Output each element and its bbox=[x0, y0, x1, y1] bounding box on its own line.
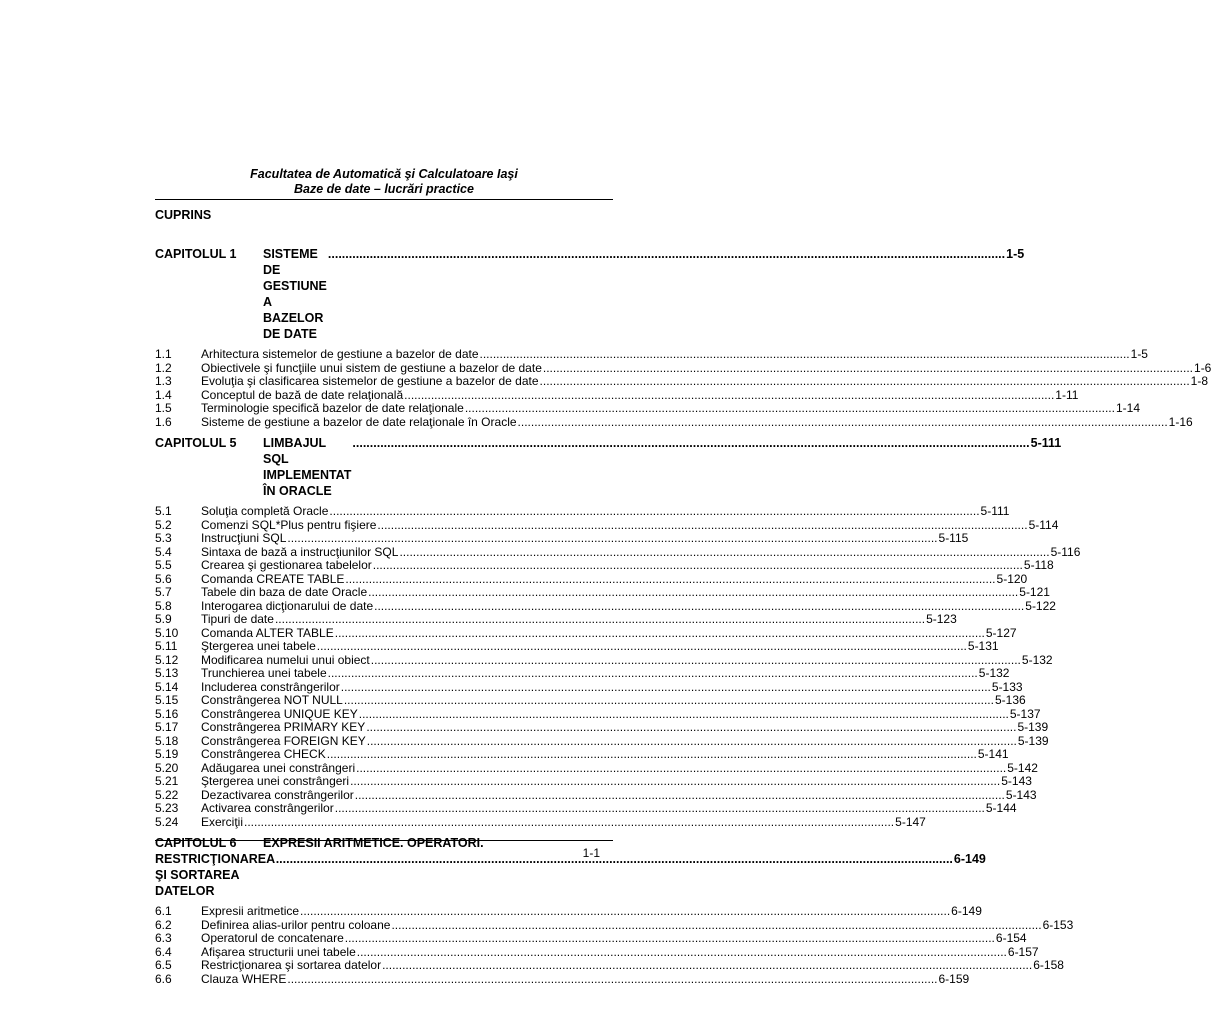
entry-title: Constrângerea CHECK bbox=[201, 747, 326, 761]
toc-entry[interactable] bbox=[155, 360, 1211, 376]
toc-entry[interactable] bbox=[155, 504, 1010, 519]
chapter-title-cont: RESTRICŢIONAREA ŞI SORTAREA DATELOR bbox=[155, 852, 275, 898]
toc-entry[interactable] bbox=[155, 544, 1081, 560]
entry-number: 5.19 bbox=[155, 747, 179, 761]
toc-entry[interactable] bbox=[155, 917, 1074, 933]
toc-entry[interactable] bbox=[155, 720, 1049, 735]
chapter-page[interactable]: 5-111 bbox=[1030, 436, 1062, 450]
header-rule bbox=[155, 199, 613, 200]
entry-title: Comanda ALTER TABLE bbox=[201, 625, 334, 640]
dot-leader bbox=[377, 519, 1027, 533]
toc-entry[interactable] bbox=[155, 571, 1028, 587]
dot-leader bbox=[359, 708, 1009, 722]
toc-entry[interactable] bbox=[155, 944, 1039, 960]
toc-chapter bbox=[155, 835, 986, 899]
entry-title: Exerciţii bbox=[201, 814, 244, 829]
entry-title: Constrângerea UNIQUE KEY bbox=[201, 706, 358, 721]
dot-leader bbox=[275, 613, 925, 627]
entry-page: 5-132 bbox=[978, 666, 1010, 680]
entry-number: 5.10 bbox=[155, 625, 179, 640]
toc-entry[interactable] bbox=[155, 679, 1023, 695]
entry-title: Restricţionarea şi sortarea datelor bbox=[201, 958, 382, 972]
toc-entry[interactable] bbox=[155, 760, 1038, 776]
dot-leader bbox=[371, 654, 1021, 668]
dot-leader bbox=[345, 573, 995, 587]
footer-rule bbox=[155, 840, 613, 841]
dot-leader bbox=[382, 959, 1032, 973]
entry-page: 1-8 bbox=[1190, 374, 1209, 388]
table-of-contents bbox=[155, 246, 1211, 992]
toc-entry[interactable] bbox=[155, 733, 1049, 749]
toc-entry[interactable] bbox=[155, 585, 1050, 600]
entry-title: Constrângerea NOT NULL bbox=[201, 693, 343, 707]
entry-title: Obiectivele şi funcţiile unui sistem de gestiune a bazelor de date bbox=[201, 360, 542, 375]
entry-title: Ştergerea unei constrângeri bbox=[201, 774, 350, 788]
toc-entry[interactable] bbox=[155, 639, 999, 654]
toc-entry[interactable] bbox=[155, 517, 1059, 533]
entry-page: 1-11 bbox=[1055, 387, 1079, 402]
dot-leader bbox=[357, 946, 1007, 960]
entry-page: 5-131 bbox=[967, 639, 999, 653]
dot-leader bbox=[368, 586, 1018, 600]
dot-leader bbox=[404, 389, 1054, 403]
entry-number: 5.12 bbox=[155, 652, 179, 667]
entry-title: Tipuri de date bbox=[201, 612, 274, 626]
entry-page: 5-144 bbox=[985, 801, 1017, 815]
dot-leader bbox=[374, 600, 1024, 614]
entry-page: 6-149 bbox=[951, 904, 982, 918]
entry-page: 5-143 bbox=[1005, 787, 1037, 802]
entry-number: 6.3 bbox=[155, 931, 172, 945]
entry-title: Constrângerea FOREIGN KEY bbox=[201, 733, 366, 748]
toc-chapter bbox=[155, 435, 1062, 499]
entry-number: 5.6 bbox=[155, 571, 172, 586]
chapter-page[interactable]: 1-5 bbox=[1006, 247, 1025, 261]
dot-leader bbox=[287, 973, 937, 987]
entry-title: Sintaxa de bază a instrucţiunilor SQL bbox=[201, 544, 399, 559]
entry-number: 5.4 bbox=[155, 544, 172, 559]
chapter-page[interactable]: 6-149 bbox=[953, 852, 986, 866]
dot-leader bbox=[300, 905, 950, 919]
dot-leader bbox=[366, 721, 1016, 735]
entry-page: 1-5 bbox=[1130, 347, 1148, 361]
entry-number: 5.2 bbox=[155, 517, 172, 532]
entry-page: 1-14 bbox=[1115, 401, 1140, 415]
toc-entry[interactable] bbox=[155, 814, 926, 830]
entry-number: 5.3 bbox=[155, 531, 172, 545]
entry-title: Conceptul de bază de date relaţională bbox=[201, 387, 404, 402]
page-header bbox=[155, 167, 613, 197]
chapter-label: CAPITOLUL 1 bbox=[155, 247, 237, 261]
dot-leader bbox=[317, 640, 967, 654]
toc-entry[interactable] bbox=[155, 693, 1026, 708]
dot-leader bbox=[352, 435, 1029, 451]
entry-page: 5-115 bbox=[938, 531, 969, 545]
dot-leader bbox=[328, 246, 1005, 262]
entry-title: Interogarea dicţionarului de date bbox=[201, 598, 374, 613]
dot-leader bbox=[345, 932, 995, 946]
toc-entry[interactable] bbox=[155, 558, 1054, 573]
entry-title: Comenzi SQL*Plus pentru fişiere bbox=[201, 517, 377, 532]
toc-entry[interactable] bbox=[155, 387, 1079, 403]
entry-title: Trunchierea unei tabele bbox=[201, 666, 327, 680]
entry-title: Comanda CREATE TABLE bbox=[201, 571, 345, 586]
toc-entry[interactable] bbox=[155, 625, 1017, 641]
chapter-label: CAPITOLUL 6 bbox=[155, 836, 237, 850]
dot-leader bbox=[335, 627, 985, 641]
header-faculty: Facultatea de Automatică şi Calculatoare Iaşi bbox=[250, 167, 518, 181]
toc-heading: CUPRINS bbox=[155, 208, 212, 222]
toc-entry[interactable] bbox=[155, 931, 1027, 946]
dot-leader bbox=[344, 694, 994, 708]
entry-title: Evoluţia şi clasificarea sistemelor de gestiune a bazelor de date bbox=[201, 374, 539, 388]
entry-page: 1-6 bbox=[1194, 360, 1211, 375]
toc-entry[interactable] bbox=[155, 612, 957, 627]
entry-title: Includerea constrângerilor bbox=[201, 679, 340, 694]
toc-entry[interactable] bbox=[155, 374, 1209, 389]
dot-leader bbox=[465, 402, 1115, 416]
entry-title: Afişarea structurii unei tabele bbox=[201, 944, 356, 959]
entry-page: 6-153 bbox=[1042, 917, 1074, 932]
toc-entry[interactable] bbox=[155, 401, 1140, 416]
chapter-label: CAPITOLUL 5 bbox=[155, 436, 237, 450]
entry-page: 6-154 bbox=[995, 931, 1027, 945]
entry-title: Activarea constrângerilor bbox=[201, 801, 334, 815]
entry-page: 5-114 bbox=[1028, 517, 1059, 532]
toc-entry[interactable] bbox=[155, 958, 1064, 973]
entry-number: 5.1 bbox=[155, 504, 172, 518]
entry-number: 5.17 bbox=[155, 720, 179, 734]
entry-title: Expresii aritmetice bbox=[201, 904, 300, 918]
entry-title: Arhitectura sistemelor de gestiune a bazelor de date bbox=[201, 347, 479, 361]
entry-page: 5-141 bbox=[977, 747, 1009, 761]
entry-number: 5.9 bbox=[155, 612, 172, 626]
entry-title: Crearea şi gestionarea tabelelor bbox=[201, 558, 372, 572]
dot-leader bbox=[518, 416, 1168, 430]
toc-chapter bbox=[155, 246, 1025, 342]
entry-page: 5-132 bbox=[1021, 652, 1053, 667]
dot-leader bbox=[327, 748, 977, 762]
entry-page: 5-143 bbox=[1001, 774, 1032, 788]
page-number: 1-1 bbox=[582, 846, 600, 860]
entry-page: 5-142 bbox=[1007, 760, 1038, 775]
entry-page: 6-158 bbox=[1033, 958, 1064, 972]
entry-page: 5-147 bbox=[895, 814, 926, 829]
entry-number: 6.2 bbox=[155, 917, 172, 932]
entry-number: 6.1 bbox=[155, 904, 172, 918]
chapter-title: EXPRESII ARITMETICE. OPERATORI. bbox=[263, 836, 484, 850]
entry-page: 5-122 bbox=[1025, 598, 1056, 613]
entry-number: 6.4 bbox=[155, 944, 172, 959]
entry-page: 6-157 bbox=[1007, 944, 1039, 959]
entry-number: 5.11 bbox=[155, 639, 178, 653]
toc-entry[interactable] bbox=[155, 904, 982, 919]
entry-number: 5.24 bbox=[155, 814, 179, 829]
entry-number: 1.6 bbox=[155, 414, 172, 429]
entry-number: 5.5 bbox=[155, 558, 172, 572]
entry-title: Modificarea numelui unui obiect bbox=[201, 652, 370, 667]
entry-title: Operatorul de concatenare bbox=[201, 931, 344, 945]
entry-number: 5.7 bbox=[155, 585, 172, 599]
entry-title: Adăugarea unei constrângeri bbox=[201, 760, 356, 775]
entry-number: 6.5 bbox=[155, 958, 172, 972]
entry-page: 5-133 bbox=[991, 679, 1023, 694]
entry-page: 5-111 bbox=[980, 504, 1010, 518]
entry-number: 5.18 bbox=[155, 733, 179, 748]
entry-page: 5-118 bbox=[1023, 558, 1054, 572]
entry-page: 5-120 bbox=[996, 571, 1028, 586]
dot-leader bbox=[399, 546, 1049, 560]
dot-leader bbox=[328, 667, 978, 681]
entry-number: 5.15 bbox=[155, 693, 179, 707]
entry-number: 1.1 bbox=[155, 347, 172, 361]
toc-entry[interactable] bbox=[155, 531, 969, 546]
entry-title: Tabele din baza de date Oracle bbox=[201, 585, 368, 599]
dot-leader bbox=[335, 802, 985, 816]
toc-entry[interactable] bbox=[155, 652, 1053, 668]
entry-title: Soluţia completă Oracle bbox=[201, 504, 329, 518]
toc-entry[interactable] bbox=[155, 706, 1041, 722]
entry-title: Instrucţiuni SQL bbox=[201, 531, 287, 545]
header-course: Baze de date – lucrări practice bbox=[294, 182, 474, 196]
entry-number: 5.21 bbox=[155, 774, 179, 788]
entry-title: Constrângerea PRIMARY KEY bbox=[201, 720, 366, 734]
entry-page: 1-16 bbox=[1168, 414, 1193, 429]
dot-leader bbox=[355, 789, 1005, 803]
toc-entry[interactable] bbox=[155, 598, 1056, 614]
entry-title: Dezactivarea constrângerilor bbox=[201, 787, 354, 802]
entry-title: Terminologie specifică bazelor de date relaţionale bbox=[201, 401, 464, 415]
chapter-title: LIMBAJUL SQL IMPLEMENTAT ÎN ORACLE bbox=[263, 436, 352, 498]
dot-leader bbox=[244, 816, 894, 830]
dot-leader bbox=[543, 362, 1193, 376]
dot-leader bbox=[373, 559, 1023, 573]
toc-entry[interactable] bbox=[155, 774, 1032, 789]
entry-number: 1.5 bbox=[155, 401, 172, 415]
entry-page: 5-137 bbox=[1009, 706, 1041, 721]
dot-leader bbox=[350, 775, 1000, 789]
dot-leader bbox=[356, 762, 1006, 776]
entry-page: 5-139 bbox=[1017, 733, 1049, 748]
toc-entry[interactable] bbox=[155, 347, 1148, 362]
toc-entry[interactable] bbox=[155, 414, 1193, 430]
entry-number: 5.8 bbox=[155, 598, 172, 613]
dot-leader bbox=[341, 681, 991, 695]
entry-title: Ştergerea unei tabele bbox=[201, 639, 316, 653]
toc-entry[interactable] bbox=[155, 801, 1017, 816]
entry-page: 5-121 bbox=[1019, 585, 1050, 599]
dot-leader bbox=[540, 375, 1190, 389]
entry-number: 5.23 bbox=[155, 801, 179, 815]
entry-number: 5.14 bbox=[155, 679, 179, 694]
toc-entry[interactable] bbox=[155, 747, 1009, 762]
chapter-title: SISTEME DE GESTIUNE A BAZELOR DE DATE bbox=[263, 247, 327, 341]
toc-entry[interactable] bbox=[155, 787, 1037, 803]
dot-leader bbox=[367, 735, 1017, 749]
entry-page: 5-127 bbox=[985, 625, 1017, 640]
entry-number: 5.13 bbox=[155, 666, 179, 680]
entry-number: 5.22 bbox=[155, 787, 179, 802]
entry-number: 1.4 bbox=[155, 387, 172, 402]
dot-leader bbox=[480, 348, 1130, 362]
dot-leader bbox=[391, 919, 1041, 933]
entry-number: 6.6 bbox=[155, 971, 172, 986]
entry-page: 5-139 bbox=[1017, 720, 1049, 734]
entry-number: 1.3 bbox=[155, 374, 172, 388]
entry-number: 5.20 bbox=[155, 760, 179, 775]
dot-leader bbox=[287, 532, 937, 546]
dot-leader bbox=[329, 505, 979, 519]
toc-entry[interactable] bbox=[155, 666, 1010, 681]
entry-page: 5-116 bbox=[1050, 544, 1081, 559]
entry-number: 1.2 bbox=[155, 360, 172, 375]
toc-entry[interactable] bbox=[155, 971, 970, 987]
entry-page: 6-159 bbox=[938, 971, 970, 986]
entry-title: Sisteme de gestiune a bazelor de date relaţionale în Oracle bbox=[201, 414, 517, 429]
entry-page: 5-123 bbox=[926, 612, 957, 626]
entry-number: 5.16 bbox=[155, 706, 179, 721]
entry-page: 5-136 bbox=[994, 693, 1026, 707]
entry-title: Clauza WHERE bbox=[201, 971, 287, 986]
dot-leader bbox=[276, 851, 953, 867]
entry-title: Definirea alias-urilor pentru coloane bbox=[201, 917, 391, 932]
